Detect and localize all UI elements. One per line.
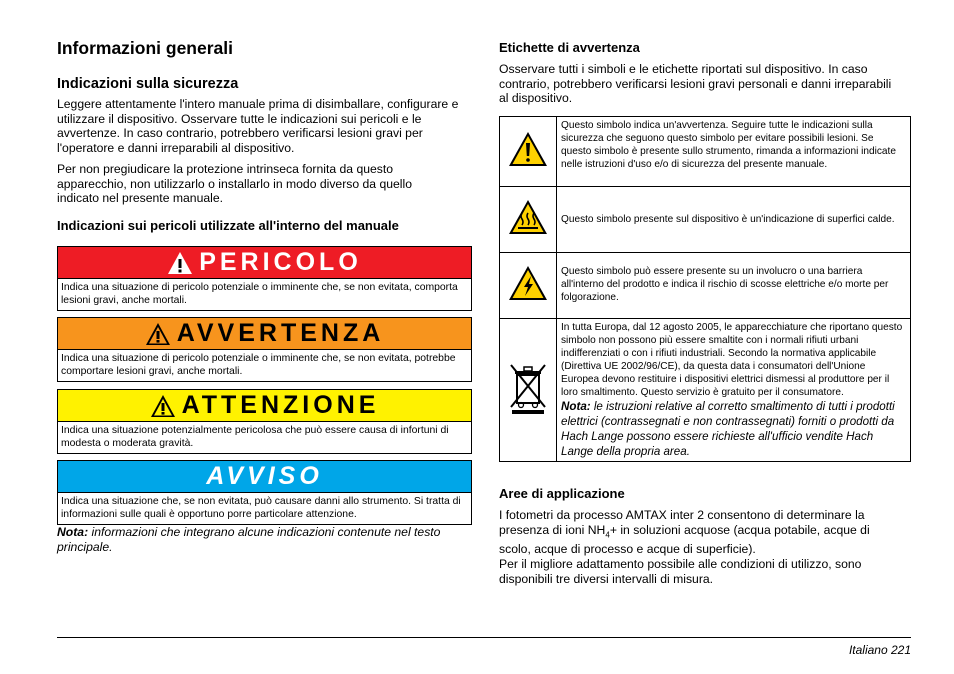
- hazard-text: Indica una situazione di pericolo potenziale o imminente che, se non evitata, potrebbe comportare lesioni gravi, anche mortali.: [61, 353, 456, 377]
- note-label: Nota:: [57, 525, 89, 539]
- safety-paragraph: Leggere attentamente l'intero manuale prima di disimballare, configurare e utilizzare il dispositivo. Osservare tutte le indicazioni sui pericoli e le avvertenze. In caso contrario, potrebbero verificarsi lesioni gravi per l'operatore e danni irreparabili al dispositivo.: [57, 97, 459, 155]
- warning-triangle-icon: [150, 394, 176, 418]
- weee-note: [561, 399, 906, 459]
- note-text: informazioni che integrano alcune indicazioni contenute nel testo principale.: [57, 525, 441, 554]
- symbol-description: Questo simbolo può essere presente su un involucro o una barriera all'interno del prodotto e indica il rischio di scosse elettriche e/o morte per folgorazione.: [557, 253, 911, 319]
- app-text-a: I fotometri da processo AMTAX inter 2 consentono di determinare la presenza di ioni NH: [499, 508, 865, 537]
- app-text-b: in soluzioni acquose (acqua potabile, acque di scolo, acque di processo e acque di superficie).: [499, 522, 870, 557]
- application-paragraph: [499, 508, 904, 557]
- weee-text: In tutta Europa, dal 12 agosto 2005, le apparecchiature che riportano questo simbolo non possono più essere smaltite con i normali rifiuti urbani indifferenziati o con i rifiuti industriali. Secondo la normativa applicabile (Direttiva UE 2002/96/CE), da questa data i consumatori dell'Unione Europea devono restituire i dispositivi elettrici dismessi al produttore per il loro smaltimento. Questo servizio è gratuito per il consumatore.: [561, 322, 903, 398]
- table-row: [500, 253, 911, 319]
- hazard-box-avvertenza: [57, 317, 472, 382]
- warning-triangle-icon: [145, 322, 171, 346]
- electric-shock-icon: [508, 265, 548, 301]
- page-number: Italiano 221: [848, 643, 911, 657]
- table-row: [500, 187, 911, 253]
- hazard-text: Indica una situazione potenzialmente pericolosa che può essere causa di infortuni di modesta o moderata gravità.: [61, 425, 449, 449]
- labels-heading: Etichette di avvertenza: [499, 40, 640, 55]
- hazard-label: AVVISO: [206, 462, 323, 490]
- hazard-label: AVVERTENZA: [176, 319, 385, 347]
- hazard-box-avviso: [57, 460, 472, 525]
- warning-triangle-icon: [508, 131, 548, 167]
- hazard-label: ATTENZIONE: [181, 391, 380, 419]
- application-heading: Aree di applicazione: [499, 486, 625, 501]
- safety-heading: Indicazioni sulla sicurezza: [57, 76, 239, 92]
- labels-paragraph: Osservare tutti i simboli e le etichette riportati sul dispositivo. In caso contrario, potrebbero verificarsi lesioni gravi personali e danni irreparabili al dispositivo.: [499, 62, 892, 105]
- hazard-box-attenzione: [57, 389, 472, 454]
- table-row: [500, 319, 911, 462]
- table-row: [500, 117, 911, 187]
- hot-surface-icon: [508, 199, 548, 235]
- symbol-description: Questo simbolo presente sul dispositivo è un'indicazione di superfici calde.: [557, 187, 911, 253]
- hazard-label: PERICOLO: [199, 248, 362, 276]
- hazard-header: [58, 390, 471, 422]
- page-title: Informazioni generali: [57, 38, 233, 58]
- hazard-heading: Indicazioni sui pericoli utilizzate all'interno del manuale: [57, 218, 399, 233]
- note-label: Nota:: [561, 400, 591, 413]
- hazard-header: [58, 461, 471, 493]
- hazard-box-pericolo: [57, 246, 472, 311]
- footer-divider: [57, 637, 911, 638]
- protection-paragraph: Per non pregiudicare la protezione intrinseca fornita da questo apparecchio, non utilizzarlo o installarlo in modo diverso da quello indicato nel presente manuale.: [57, 162, 412, 205]
- symbol-description: Questo simbolo indica un'avvertenza. Seguire tutte le indicazioni sulla sicurezza che seguono questo simbolo per evitare possibili lesioni. Se questo simbolo è presente sullo strumento, rimanda a informazioni indicate nelle istruzioni d'uso e/o di sicurezza del presente manuale.: [557, 117, 911, 187]
- hazard-header: [58, 318, 471, 350]
- superscript: +: [609, 522, 617, 537]
- note-paragraph: [57, 525, 467, 554]
- subscript: 4: [605, 529, 610, 539]
- hazard-header: [58, 247, 471, 279]
- warning-triangle-icon: [167, 251, 193, 275]
- symbol-description: [557, 319, 911, 462]
- hazard-text: Indica una situazione di pericolo potenziale o imminente che, se non evitata, comporta lesioni gravi, anche mortali.: [61, 282, 458, 306]
- ranges-paragraph: Per il migliore adattamento possibile alle condizioni di utilizzo, sono disponibili tre diversi intervalli di misura.: [499, 557, 862, 586]
- note-text: le istruzioni relative al corretto smaltimento di tutti i prodotti elettrici (contrassegnati e non contrassegnati) forniti o prodotti da Hach Lange possono essere richieste all'ufficio vendite Hach Lange della propria area.: [561, 400, 895, 458]
- crossed-bin-icon: [508, 361, 548, 415]
- symbols-table: [499, 116, 911, 462]
- hazard-text: Indica una situazione che, se non evitata, può causare danni allo strumento. Si tratta di informazioni sulle quali è opportuno porre particolare attenzione.: [61, 496, 461, 520]
